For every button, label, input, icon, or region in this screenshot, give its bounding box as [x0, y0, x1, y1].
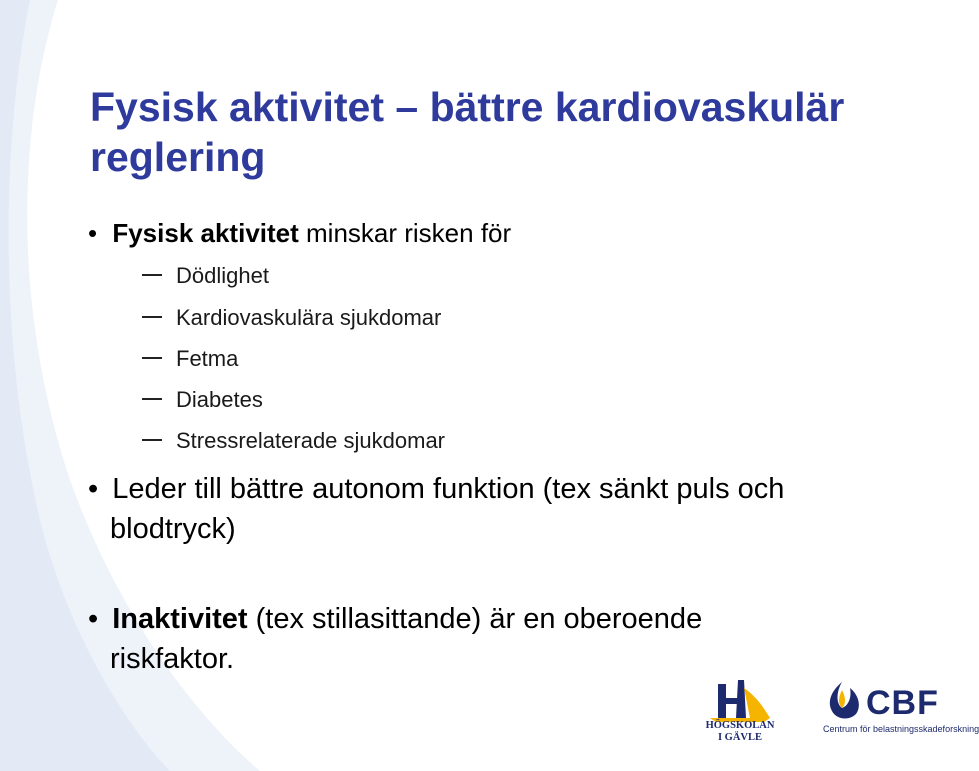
bullet1-bold: Fysisk aktivitet: [112, 218, 299, 248]
hig-line-1: HÖGSKOLAN: [705, 720, 775, 731]
bullet3-bold: Inaktivitet: [112, 603, 248, 635]
slide-title: [90, 82, 950, 182]
subitem-0: [142, 262, 269, 290]
bullet-physical-activity: [88, 216, 511, 250]
bullet-autonomic: [88, 470, 784, 508]
bullet3-rest: (tex stillasittande) är en oberoende: [247, 603, 703, 635]
dash-icon: [142, 316, 162, 318]
bullet2-line1: Leder till bättre autonom funktion (tex sänkt puls och: [112, 473, 785, 505]
bullet2-line2: blodtryck): [110, 513, 236, 545]
subitem-label: Stressrelaterade sjukdomar: [176, 428, 446, 453]
title-line-2: reglering: [90, 134, 266, 180]
cbf-subtitle: Centrum för belastningsskadeforskning: [823, 724, 979, 734]
subitem-3: [142, 386, 263, 414]
bullet1-rest: minskar risken för: [298, 218, 512, 248]
subitem-label: Kardiovaskulära sjukdomar: [176, 305, 442, 330]
subitem-label: Fetma: [176, 346, 239, 371]
subitem-4: [142, 427, 445, 455]
dash-icon: [142, 274, 162, 276]
bullet-dot: •: [88, 473, 99, 505]
subitem-2: [142, 345, 238, 373]
hig-line-2: I GÄVLE: [717, 732, 763, 743]
dash-icon: [142, 398, 162, 400]
subitem-1: [142, 304, 441, 332]
subitem-label: Dödlighet: [176, 263, 269, 288]
dash-icon: [142, 439, 162, 441]
dash-icon: [142, 357, 162, 359]
bullet3-line2: riskfaktor.: [110, 643, 235, 675]
bullet-dot: •: [88, 603, 99, 635]
hig-logo-text: [697, 720, 783, 744]
title-line-1: Fysisk aktivitet – bättre kardiovaskulär: [90, 84, 845, 130]
cbf-name: CBF: [866, 684, 939, 722]
subitem-label: Diabetes: [176, 387, 263, 412]
bullet-dot: •: [88, 218, 98, 248]
bullet-inactivity: [88, 600, 702, 638]
